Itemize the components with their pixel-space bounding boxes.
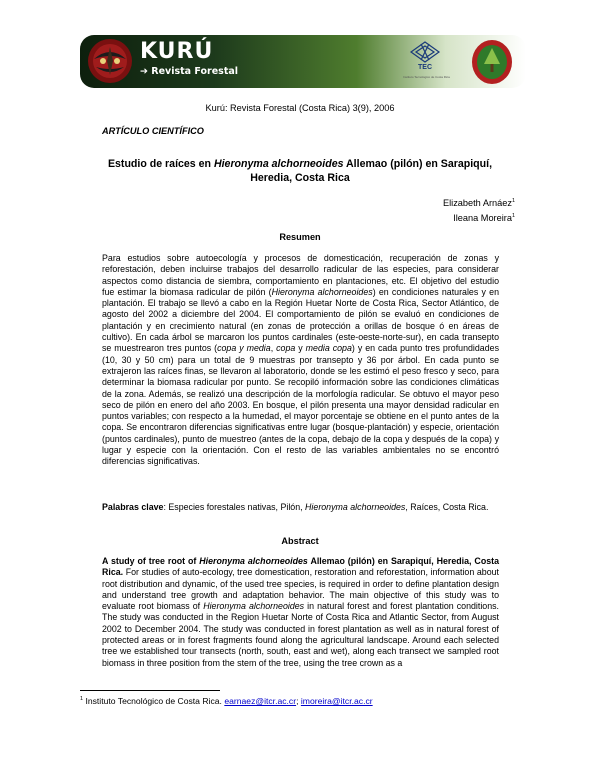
author [443, 195, 515, 210]
sample-point: media copa [305, 343, 352, 354]
text-run: For studies of auto-ecology, tree domestication, restoration and reforestation, information about root distribution and dynamic, of the used tree species, is required in order to define plantation design and understand tree growth and adaptation behavior. The main objective of this study was to evaluate root biomass of [102, 567, 499, 612]
author-affiliation: 1 [511, 213, 515, 220]
sample-point: copa y media [217, 343, 271, 354]
footnote-divider [80, 690, 220, 691]
text-run: , [270, 343, 277, 354]
text-run: Para estudios sobre autoecología y procesos de domesticación, recuperación de zonas y reforestación, deben incluirse trabajos del desarrollo radicular de las especies, para considerar aspectos como distancia de siembra, comportamiento en plantaciones, etc. El objetivo del estudio fue estimar la biomasa radicular de pilón ( [102, 253, 499, 297]
text-run: in natural forest and forest plantation conditions. The study was conducted in the Region Huetar Norte of Costa Rica and Atlantic Sector, from August 2002 to December 2004. The study was conducted in forest plantation as well as in natural forest of protected areas or in forest fragments found along the agricultural landscape. Around each selected tree we established tour transects (north, south, east and wet), along each transect we sampled root biomass in three position from the stem of the tree, using the tree crown as a [102, 601, 500, 668]
species-name: Hieronyma alchorneoides [305, 502, 406, 512]
keywords [102, 502, 499, 513]
email-link[interactable]: imoreira@itcr.ac.cr [300, 696, 373, 706]
text-run: ) y en cada punto tres profundidades (10, 30 y 50 cm) para un total de 9 muestras por transepto y 36 por árbol. En cada punto se extrajeron las raíces finas, se llevaron al laboratorio, donde se les estimó el peso fresco y seco, para determinar la biomasa radicular por punto. Se recopiló información sobre las condiciones climáticas de la zona. Además, se realizó una descripción de la morfología radicular. Se obtuvo el mayor peso seco de pilón en enero del año 2003. En bosque, el pilón presenta una mayor densidad radicular en puntos variables; con respecto a la humedad, el mayor porcentaje se obtiene en el punto antes de la copa. Se encontraron diferencias significativas entre lugar (bosque-plantación) y especie, orientación (puntos cardinales), punto de muestreo (antes de la copa, debajo de la copa y después de la copa) y lugar y especie con la orientación. Con el resto de las variables ambientales no se encontró diferencias significativas. [102, 343, 499, 467]
brand-title: KURÚ [140, 39, 214, 64]
tec-tagline: Instituto Tecnológico de Costa Rica [403, 75, 450, 79]
email-link[interactable]: earnaez@itcr.ac.cr [224, 696, 297, 706]
kuru-logo-icon [86, 37, 134, 85]
sample-point: copa [276, 343, 296, 354]
author-affiliation: 1 [511, 198, 515, 204]
title-part: Allemao (pilón) en Sarapiquí, Heredia, Costa Rica [250, 158, 493, 184]
resumen-body [102, 253, 499, 468]
resumen-heading: Resumen [279, 232, 321, 242]
author-list [443, 195, 515, 225]
text-run: Allemao (pilón) en Sarapiquí, Heredia, Costa Rica. [102, 556, 500, 578]
species-name: Hieronyma alchorneoides [271, 286, 373, 297]
footnote-marker: 1 [80, 696, 84, 703]
text-run: A study of tree root of [102, 556, 200, 566]
text-run: : Especies forestales nativas, Pilón, [163, 502, 306, 512]
journal-reference: Kurú: Revista Forestal (Costa Rica) 3(9), 2006 [205, 103, 395, 113]
text-run: , Raíces, Costa Rica. [405, 502, 489, 512]
keywords-label: Palabras clave [102, 502, 164, 512]
journal-banner [80, 35, 526, 88]
footnote-separator: ; [296, 696, 301, 706]
kuru-forestal-badge-icon [470, 38, 514, 85]
text-run: ) en condiciones naturales y en plantación. El trabajo se llevó a cabo en la Región Huetar Norte de Costa Rica, Sector Atlántico, de agosto del 2002 a diciembre del 2004. El comportamiento de pilón se evaluó en condiciones de plantación y en crecimiento natural (en zonas de protección a orillas de bosque ó en áreas de cultivo). En cada árbol se marcaron los puntos cardinales (este-oeste-norte-sur), en cada transepto se muestrearon tres puntos ( [102, 286, 499, 354]
footnote-text: Instituto Tecnológico de Costa Rica. [83, 696, 225, 706]
section-tag: ARTÍCULO CIENTÍFICO [102, 126, 204, 136]
title-species: Hieronyma alchorneoides [213, 158, 344, 170]
brand-subtitle: ➔ Revista Forestal [140, 66, 239, 77]
paper-title [90, 157, 510, 185]
brand-subtitle-text: Revista Forestal [151, 66, 239, 77]
footnote [80, 696, 373, 706]
author-name: Ileana Moreira [453, 213, 512, 224]
species-name: Hieronyma alchorneoides [203, 601, 305, 612]
text-run: y [295, 343, 306, 354]
species-name: Hieronyma alchorneoides [199, 556, 308, 566]
abstract-body [102, 556, 499, 669]
abstract-heading: Abstract [281, 536, 319, 546]
title-part: Estudio de raíces en [107, 158, 214, 170]
author-name: Elizabeth Arnáez [442, 198, 512, 209]
author [443, 210, 515, 225]
tec-label: TEC [418, 64, 432, 71]
